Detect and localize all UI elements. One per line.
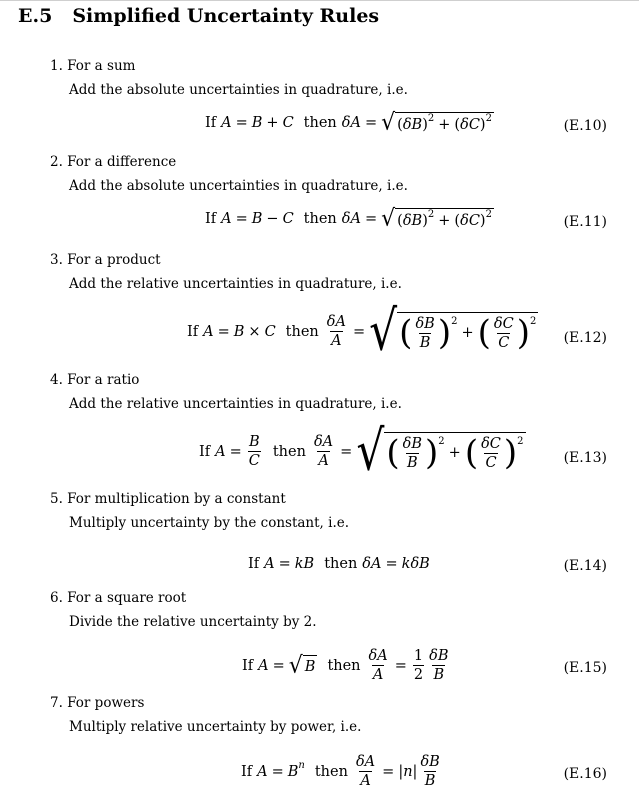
rule-1-label: 1. For a sum	[50, 58, 136, 74]
section-heading	[18, 5, 379, 27]
section-number: E.5	[18, 5, 53, 27]
equation-number: (E.16)	[563, 766, 607, 782]
equation-number: (E.15)	[563, 660, 607, 676]
equation-number: (E.13)	[563, 450, 607, 466]
rule-6-label: 6. For a square root	[50, 590, 187, 606]
rule-3-label: 3. For a product	[50, 252, 161, 268]
rule-3-description: Add the relative uncertainties in quadrature, i.e.	[69, 276, 402, 292]
top-rule	[0, 0, 639, 1]
rule-5-description: Multiply uncertainty by the constant, i.e.	[69, 515, 350, 531]
rule-1-description: Add the absolute uncertainties in quadrature, i.e.	[69, 82, 408, 98]
rule-6-description: Divide the relative uncertainty by 2.	[69, 614, 317, 630]
rule-4-label: 4. For a ratio	[50, 372, 140, 388]
rule-7-description: Multiply relative uncertainty by power, i.e.	[69, 719, 362, 735]
equation-number: (E.14)	[563, 558, 607, 574]
equation-number: (E.12)	[563, 330, 607, 346]
equation-number: (E.10)	[563, 118, 607, 134]
rule-5-label: 5. For multiplication by a constant	[50, 491, 286, 507]
rule-2-description: Add the absolute uncertainties in quadrature, i.e.	[69, 178, 408, 194]
rule-4-description: Add the relative uncertainties in quadrature, i.e.	[69, 396, 402, 412]
rule-7-label: 7. For powers	[50, 695, 145, 711]
equation-number: (E.11)	[563, 214, 607, 230]
rule-2-label: 2. For a difference	[50, 154, 177, 170]
section-title: Simplified Uncertainty Rules	[72, 5, 380, 27]
